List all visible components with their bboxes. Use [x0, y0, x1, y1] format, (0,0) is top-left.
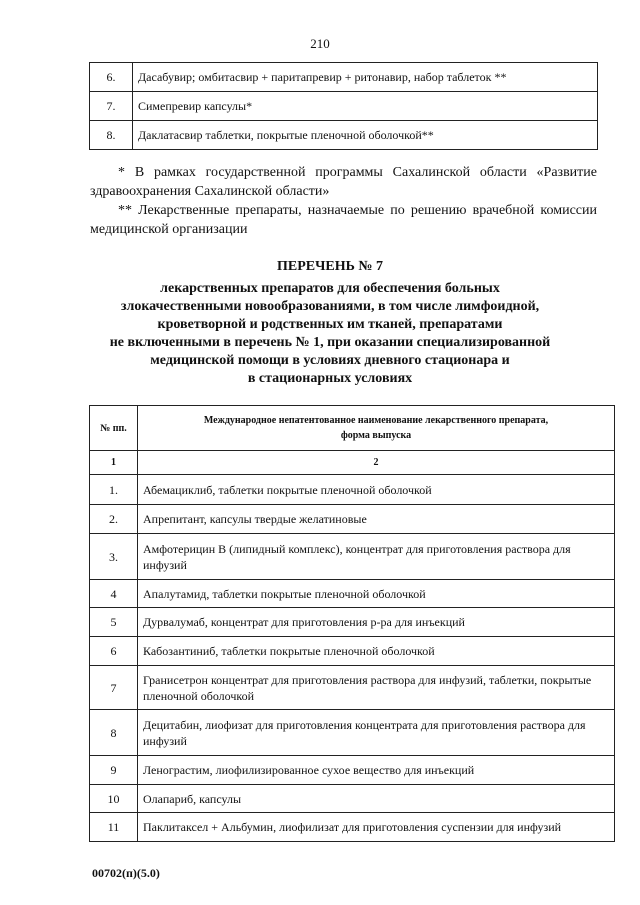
header-number: № пп. — [90, 406, 138, 451]
table-row — [90, 92, 598, 121]
row-number: 7. — [90, 92, 133, 121]
drug-name: Кабозантиниб, таблетки покрытые пленочной оболочкой — [138, 637, 615, 666]
row-number: 9 — [90, 756, 138, 785]
drug-name: Симепревир капсулы* — [133, 92, 598, 121]
drug-list-table — [89, 405, 615, 842]
footnote-medical-commission: ** Лекарственные препараты, назначаемые по решению врачебной комиссии медицинской организации — [90, 203, 597, 237]
row-number: 7 — [90, 666, 138, 710]
table-row — [90, 121, 598, 150]
row-number: 6. — [90, 63, 133, 92]
drug-name: Дасабувир; омбитасвир + паритапревир + ритонавир, набор таблеток ** — [133, 63, 598, 92]
drug-name: Паклитаксел + Альбумин, лиофилизат для приготовления суспензии для инфузий — [138, 813, 615, 842]
subtitle-line: лекарственных препаратов для обеспечения больных — [160, 281, 500, 296]
row-number: 3. — [90, 534, 138, 580]
table-row — [90, 580, 615, 608]
column-number-row — [90, 451, 615, 475]
header-line: форма выпуска — [340, 430, 412, 441]
table-row — [90, 756, 615, 785]
row-number: 5 — [90, 608, 138, 637]
list-title: ПЕРЕЧЕНЬ № 7 — [277, 259, 383, 274]
row-number: 1. — [90, 475, 138, 505]
drug-name: Олапариб, капсулы — [138, 785, 615, 813]
drug-name: Апрепитант, капсулы твердые желатиновые — [138, 505, 615, 534]
table-row — [90, 505, 615, 534]
subtitle-line: злокачественными новообразованиями, в том числе лимфоидной, — [120, 299, 540, 314]
row-number: 2. — [90, 505, 138, 534]
row-number: 6 — [90, 637, 138, 666]
row-number: 8 — [90, 710, 138, 756]
drug-name: Дурвалумаб, концентрат для приготовления р-ра для инъекций — [138, 608, 615, 637]
subtitle-line: кроветворной и родственных им тканей, препаратами — [157, 317, 503, 332]
page-number: 210 — [310, 36, 330, 51]
header-drug-name — [138, 406, 615, 451]
table-row — [90, 608, 615, 637]
column-number: 1 — [90, 451, 138, 475]
table-row — [90, 637, 615, 666]
drug-name: Децитабин, лиофизат для приготовления концентрата для приготовления раствора для инфузий — [138, 710, 615, 756]
document-code: 00702(п)(5.0) — [92, 866, 160, 880]
row-number: 4 — [90, 580, 138, 608]
table-row — [90, 813, 615, 842]
table-row — [90, 475, 615, 505]
table-row — [90, 666, 615, 710]
table-row — [90, 710, 615, 756]
footnote-state-program: * В рамках государственной программы Сахалинской области «Развитие здравоохранения Сахалинской области» — [90, 165, 597, 199]
subtitle-line: в стационарных условиях — [247, 371, 413, 386]
drug-name: Гранисетрон концентрат для приготовления раствора для инфузий, таблетки, покрытые пленочной оболочкой — [138, 666, 615, 710]
drug-name: Амфотерицин В (липидный комплекс), концентрат для приготовления раствора для инфузий — [138, 534, 615, 580]
subtitle-line: медицинской помощи в условиях дневного стационара и — [150, 353, 510, 368]
continued-table — [89, 62, 598, 150]
column-number: 2 — [138, 451, 615, 475]
table-row — [90, 534, 615, 580]
drug-name: Абемациклиб, таблетки покрытые пленочной оболочкой — [138, 475, 615, 505]
header-line: Международное непатентованное наименование лекарственного препарата, — [203, 415, 549, 426]
row-number: 8. — [90, 121, 133, 150]
row-number: 11 — [90, 813, 138, 842]
table-row — [90, 785, 615, 813]
table-row — [90, 63, 598, 92]
table-header-row — [90, 406, 615, 451]
drug-name: Ленограстим, лиофилизированное сухое вещество для инъекций — [138, 756, 615, 785]
list-subtitle — [60, 280, 600, 388]
subtitle-line: не включенными в перечень № 1, при оказании специализированной — [109, 335, 551, 350]
drug-name: Даклатасвир таблетки, покрытые пленочной оболочкой** — [133, 121, 598, 150]
drug-name: Апалутамид, таблетки покрытые пленочной оболочкой — [138, 580, 615, 608]
row-number: 10 — [90, 785, 138, 813]
